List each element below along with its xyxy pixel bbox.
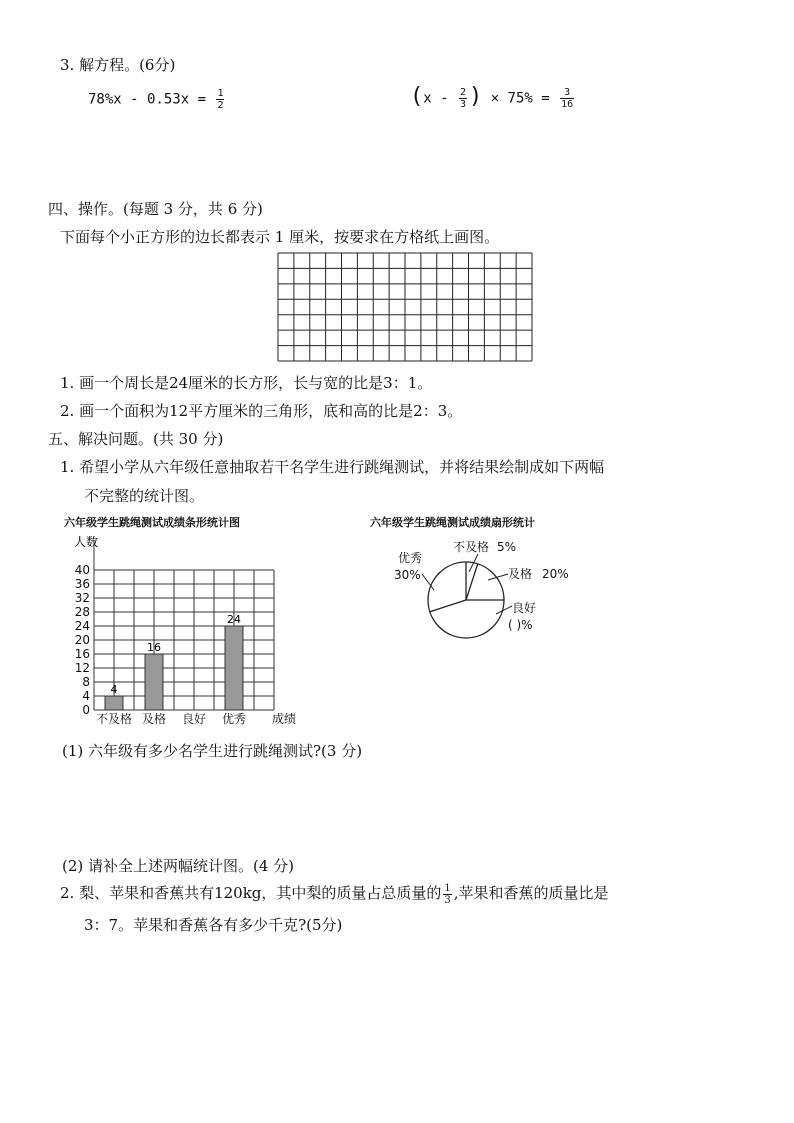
equation-2 bbox=[410, 86, 576, 111]
pie-slice-edge bbox=[466, 564, 478, 600]
x-tick-label: 不及格 bbox=[95, 712, 133, 726]
q1-line1: 1. 希望小学从六年级任意抽取若干名学生进行跳绳测试，并将结果绘制成如下两幅 bbox=[60, 458, 605, 476]
equation-2-x: x - bbox=[423, 90, 449, 107]
y-tick-label: 12 bbox=[74, 661, 90, 675]
y-tick-label: 20 bbox=[74, 633, 90, 647]
fraction-denominator: 3 bbox=[459, 99, 467, 110]
pie-slice-value: 30% bbox=[394, 568, 421, 582]
q1-sub2: (2) 请补全上述两幅统计图。(4 分) bbox=[62, 857, 295, 875]
section4-item1: 1. 画一个周长是24厘米的长方形，长与宽的比是3：1。 bbox=[60, 374, 433, 392]
bar-chart-xlabel: 成绩 bbox=[272, 712, 297, 726]
q1-sub1: (1) 六年级有多少名学生进行跳绳测试?(3 分) bbox=[62, 742, 363, 760]
y-tick-label: 8 bbox=[82, 675, 90, 689]
x-tick-label: 及格 bbox=[141, 712, 167, 726]
grid-paper[interactable] bbox=[277, 252, 533, 362]
pie-slice-value: 5% bbox=[497, 540, 517, 554]
section4-heading: 四、操作。(每题 3 分，共 6 分) bbox=[48, 200, 263, 218]
fraction-denominator: 2 bbox=[217, 100, 224, 111]
equation-1 bbox=[88, 88, 226, 111]
q1-line2: 不完整的统计图。 bbox=[84, 487, 205, 505]
section3-heading: 3. 解方程。(6分) bbox=[60, 56, 176, 74]
data-label: 24 bbox=[227, 613, 241, 626]
bar bbox=[145, 654, 163, 710]
x-tick-label: 优秀 bbox=[221, 712, 247, 726]
pie-slice-label: 良好 bbox=[512, 601, 537, 615]
pie-chart bbox=[360, 532, 620, 652]
pie-chart-title: 六年级学生跳绳测试成绩扇形统计 bbox=[370, 516, 535, 529]
y-tick-label: 4 bbox=[82, 689, 90, 703]
pie-slice-label: 及格 bbox=[508, 567, 533, 581]
pie-slice-edge bbox=[430, 600, 466, 612]
open-paren: ( bbox=[410, 84, 424, 109]
fraction-one-half bbox=[216, 88, 224, 111]
y-tick-label: 32 bbox=[74, 591, 90, 605]
y-tick-label: 16 bbox=[74, 647, 90, 661]
bar bbox=[225, 626, 243, 710]
pie-slice-label: 不及格 bbox=[453, 540, 490, 554]
fraction-numerator: 1 bbox=[444, 882, 451, 894]
bar-chart-ylabel: 人数 bbox=[74, 535, 99, 549]
bar-chart bbox=[60, 530, 320, 730]
q2-line1b: ,苹果和香蕉的质量比是 bbox=[453, 884, 609, 902]
bar-chart-title: 六年级学生跳绳测试成绩条形统计图 bbox=[64, 516, 240, 529]
y-tick-label: 0 bbox=[82, 703, 90, 717]
fraction-numerator: 1 bbox=[217, 88, 224, 99]
fraction-numerator: 2 bbox=[459, 87, 467, 98]
close-paren: ) bbox=[469, 84, 483, 109]
x-tick-label: 良好 bbox=[181, 712, 207, 726]
section4-intro: 下面每个小正方形的边长都表示 1 厘米，按要求在方格纸上画图。 bbox=[60, 228, 500, 246]
q2-line1a: 2. 梨、苹果和香蕉共有120kg，其中梨的质量占总质量的 bbox=[60, 884, 442, 902]
y-tick-label: 28 bbox=[74, 605, 90, 619]
y-tick-label: 36 bbox=[74, 577, 90, 591]
pie-slice-value: ( )% bbox=[508, 618, 533, 632]
equation-1-lhs: 78%x - 0.53x = bbox=[88, 91, 207, 108]
fraction-numerator: 3 bbox=[560, 87, 574, 99]
q2-line1 bbox=[60, 882, 609, 906]
section4-item2: 2. 画一个面积为12平方厘米的三角形，底和高的比是2：3。 bbox=[60, 402, 463, 420]
bar bbox=[105, 696, 123, 710]
y-tick-label: 24 bbox=[74, 619, 90, 633]
pie-slice-label: 优秀 bbox=[398, 551, 423, 565]
data-label: 16 bbox=[147, 641, 161, 654]
fraction-denominator: 16 bbox=[561, 99, 574, 110]
fraction-three-sixteenths bbox=[560, 87, 574, 110]
fraction-one-third bbox=[443, 883, 451, 906]
equation-2-rest: × 75% = bbox=[490, 90, 550, 107]
fraction-denominator: 3 bbox=[444, 894, 451, 906]
section5-heading: 五、解决问题。(共 30 分) bbox=[48, 430, 224, 448]
fraction-two-thirds bbox=[459, 87, 467, 110]
data-label: 4 bbox=[110, 683, 118, 696]
y-tick-label: 40 bbox=[74, 563, 90, 577]
q2-line2: 3：7。苹果和香蕉各有多少千克?(5分) bbox=[84, 916, 343, 934]
pie-slice-value: 20% bbox=[542, 567, 569, 581]
pie-leader-line bbox=[496, 606, 512, 614]
